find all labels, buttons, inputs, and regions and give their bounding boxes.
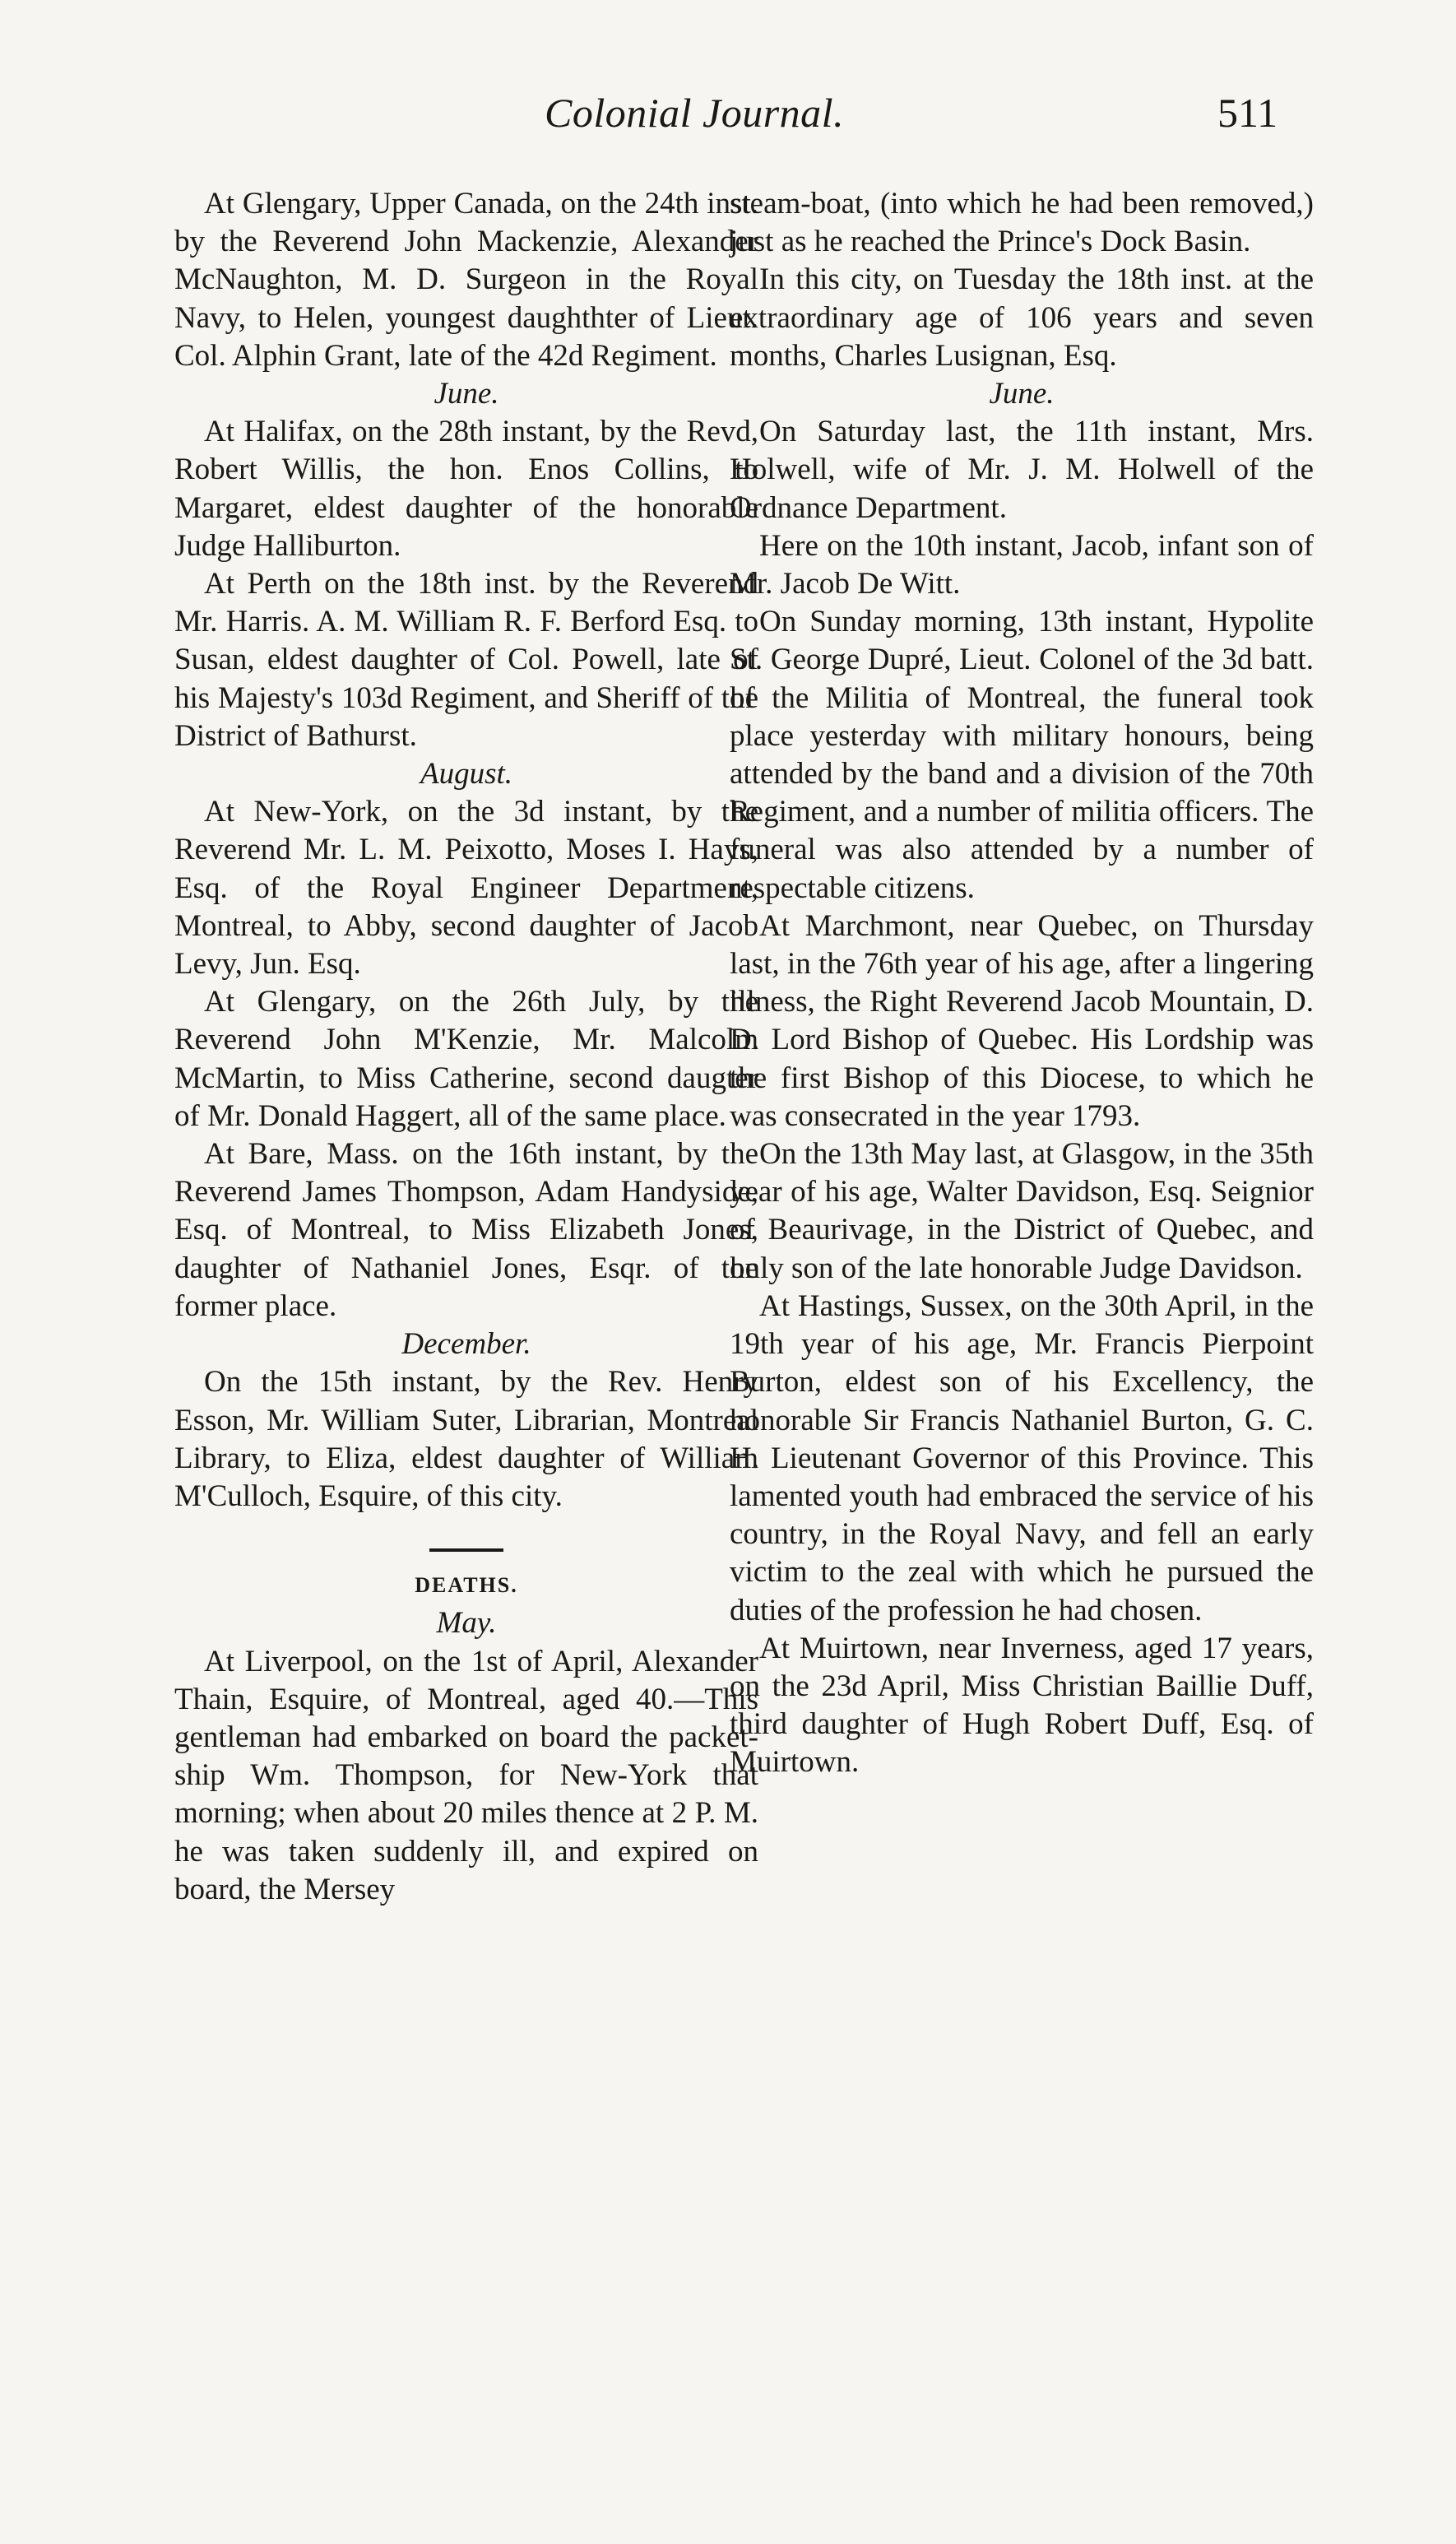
- death-notice: In this city, on Tuesday the 18th inst. at the extraordinary age of 106 years and seven months, Charles Lusignan, Esq.: [730, 262, 1314, 373]
- marriage-notice: On the 15th instant, by the Rev. Henry Esson, Mr. William Suter, Librarian, Montreal Library, to Eliza, eldest daughter of William M'Culloch, Esquire, of this city.: [174, 1365, 758, 1513]
- page-number: 511: [1217, 90, 1278, 136]
- month-heading: June.: [989, 377, 1055, 411]
- death-notice: Here on the 10th instant, Jacob, infant son of Mr. Jacob De Witt.: [730, 528, 1314, 601]
- month-heading: June.: [434, 377, 499, 411]
- death-notice: At Liverpool, on the 1st of April, Alexander Thain, Esquire, of Montreal, aged 40.—This gentleman had embarked on board the packet-ship Wm. Thompson, for New-York that morning; when about 20 miles thence at 2 P. M. he was taken suddenly ill, and expired on board, the Mersey: [174, 1644, 758, 1906]
- marriage-notice: At Perth on the 18th inst. by the Reverend Mr. Harris. A. M. William R. F. Berford Esq. to Susan, eldest daughter of Col. Powell, late of his Majesty's 103d Regiment, and Sheriff of the District of Bathurst.: [174, 567, 758, 753]
- death-notice: At Marchmont, near Quebec, on Thursday last, in the 76th year of his age, after a lingering illness, the Right Reverend Jacob Mountain, D. D. Lord Bishop of Quebec. His Lordship was the first Bishop of this Diocese, to which he was consecrated in the year 1793.: [730, 908, 1314, 1133]
- deaths-heading: DEATHS.: [415, 1573, 518, 1598]
- month-heading: August.: [420, 757, 513, 792]
- marriage-notice: At Bare, Mass. on the 16th instant, by the Reverend James Thompson, Adam Handyside, Esq. of Montreal, to Miss Elizabeth Jones, daughter of Nathaniel Jones, Esqr. of the former place.: [174, 1137, 758, 1323]
- death-notice: At Muirtown, near Inverness, aged 17 years, on the 23d April, Miss Christian Baillie Duff, third daughter of Hugh Robert Duff, Esq. of Muirtown.: [730, 1631, 1314, 1780]
- journal-title: Colonial Journal.: [545, 90, 845, 136]
- death-notice: On Saturday last, the 11th instant, Mrs. Holwell, wife of Mr. J. M. Holwell of the Ordnance Department.: [730, 415, 1314, 525]
- running-head: [0, 81, 1456, 155]
- month-heading: December.: [401, 1327, 531, 1362]
- marriage-notice: At Halifax, on the 28th instant, by the Revd, Robert Willis, the hon. Enos Collins, to Margaret, eldest daughter of the honorable Judge Halliburton.: [174, 415, 758, 563]
- right-column: [730, 185, 1314, 1782]
- death-notice: On Sunday morning, 13th instant, Hypolite St. George Dupré, Lieut. Colonel of the 3d batt. of the Militia of Montreal, the funeral took place yesterday with military honours, being attended by the band and a division of the 70th Regiment, and a number of militia officers. The funeral was also attended by a number of respectable citizens.: [730, 605, 1314, 905]
- death-notice: At Hastings, Sussex, on the 30th April, in the 19th year of his age, Mr. Francis Pierpoint Burton, eldest son of his Excellency, the honorable Sir Francis Nathaniel Burton, G. C. H. Lieutenant Governor of this Province. This lamented youth had embraced the service of his country, in the Royal Navy, and fell an early victim to the zeal with which he pursued the duties of the profession he had chosen.: [730, 1288, 1314, 1627]
- marriage-notice: At Glengary, Upper Canada, on the 24th inst. by the Reverend John Mackenzie, Alexander McNaughton, M. D. Surgeon in the Royal Navy, to Helen, youngest daughthter of Lieut. Col. Alphin Grant, late of the 42d Regiment.: [174, 187, 758, 373]
- month-heading: May.: [436, 1606, 497, 1641]
- death-notice: On the 13th May last, at Glasgow, in the 35th year of his age, Walter Davidson, Esq. Seignior of Beaurivage, in the District of Quebec, and only son of the late honorable Judge Davidson.: [730, 1137, 1314, 1285]
- section-divider: [429, 1548, 503, 1552]
- marriage-notice: At New-York, on the 3d instant, by the Reverend Mr. L. M. Peixotto, Moses I. Hays, Esq. of the Royal Engineer Department, Montreal, to Abby, second daughter of Jacob Levy, Jun. Esq.: [174, 795, 758, 982]
- death-notice-continued: steam-boat, (into which he had been removed,) just as he reached the Prince's Dock Basin.: [730, 187, 1314, 259]
- left-column: [174, 185, 758, 1909]
- marriage-notice: At Glengary, on the 26th July, by the Reverend John M'Kenzie, Mr. Malcolm McMartin, to Miss Catherine, second daugter of Mr. Donald Haggert, all of the same place.: [174, 985, 758, 1133]
